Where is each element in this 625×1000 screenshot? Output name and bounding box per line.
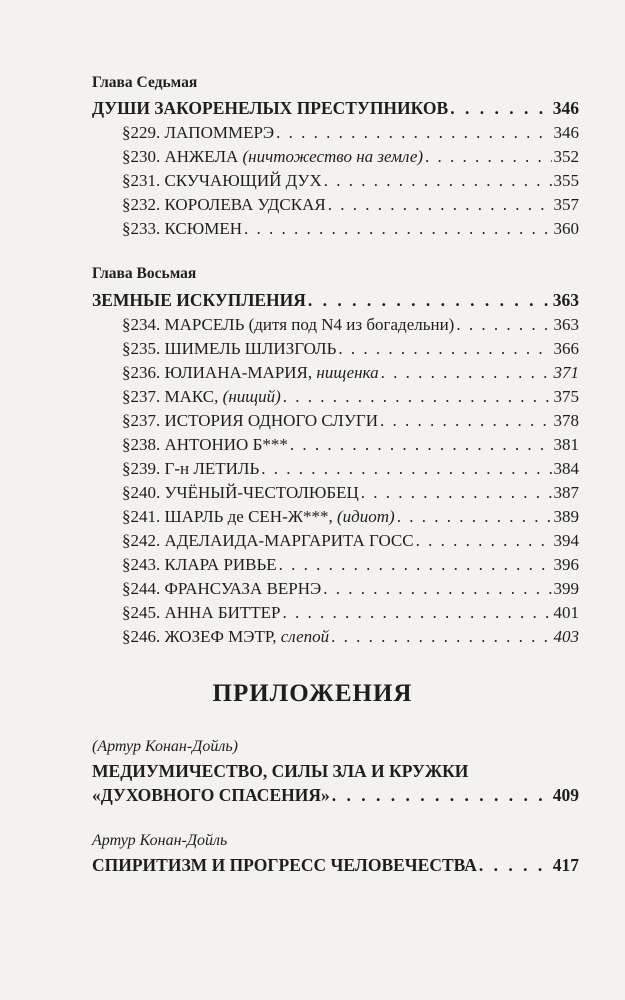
entry-title: §232. КОРОЛЕВА УДСКАЯ [122, 195, 326, 214]
entry-title: §235. ШИМЕЛЬ ШЛИЗГОЛЬ [122, 339, 337, 358]
toc-entry [122, 435, 579, 455]
toc-entry [122, 555, 579, 575]
appendix-item-title: МЕДИУМИЧЕСТВО, СИЛЫ ЗЛА И КРУЖКИ [92, 761, 469, 781]
entry-title: §231. СКУЧАЮЩИЙ ДУХ [122, 171, 322, 190]
chapter-7-label: Глава Седьмая [92, 74, 198, 91]
entry-page: 357 [553, 195, 579, 214]
dot-leader [283, 387, 552, 407]
appendix-item-heading [92, 855, 579, 876]
dot-leader [276, 123, 551, 143]
entry-page: 389 [553, 507, 579, 526]
entry-title: §238. АНТОНИО Б*** [122, 435, 288, 454]
toc-entry [122, 315, 579, 335]
entry-title: §240. УЧЁНЫЙ-ЧЕСТОЛЮБЕЦ [122, 483, 359, 502]
dot-leader [323, 579, 551, 599]
entry-note: (ничтожество на земле) [242, 147, 424, 166]
chapter-8-title: ЗЕМНЫЕ ИСКУПЛЕНИЯ [92, 290, 306, 310]
chapter-8-page: 363 [552, 290, 579, 310]
entry-title: §229. ЛАПОММЕРЭ [122, 123, 275, 142]
dot-leader [338, 339, 551, 359]
toc-entry [122, 363, 579, 383]
entry-page: 384 [553, 459, 579, 478]
dot-leader [244, 219, 551, 239]
entry-title: §241. ШАРЛЬ де СЕН-Ж***, (идиот) [122, 507, 395, 526]
toc-entry [122, 339, 579, 359]
dot-leader [332, 785, 551, 806]
dot-leader [279, 555, 552, 575]
appendix-title: ПРИЛОЖЕНИЯ [212, 680, 413, 707]
entry-page: 394 [553, 531, 579, 550]
toc-entry [122, 483, 579, 503]
entry-title: §230. АНЖЕЛА (ничтожество на земле) [122, 147, 424, 166]
dot-leader [416, 531, 552, 551]
toc-entry [122, 123, 579, 143]
toc-entry [122, 579, 579, 599]
chapter-8-heading [92, 290, 579, 311]
entry-title: §237. МАКС, (нищий) [122, 387, 281, 406]
entry-page: 352 [553, 147, 579, 166]
entry-page: 363 [553, 315, 579, 334]
entry-page: 355 [553, 171, 579, 190]
chapter-7-title: ДУШИ ЗАКОРЕНЕЛЫХ ПРЕСТУПНИКОВ [92, 98, 449, 118]
chapter-8-label: Глава Восьмая [92, 265, 197, 282]
entry-note: слепой [280, 627, 330, 646]
dot-leader [425, 147, 551, 167]
toc-entry [122, 387, 579, 407]
appendix-item-page: 417 [552, 855, 579, 875]
toc-entry [122, 627, 579, 647]
entry-title: §239. Г-н ЛЕТИЛЬ [122, 459, 260, 478]
toc-entry [122, 171, 579, 191]
toc-entry [122, 195, 579, 215]
toc-entry [122, 147, 579, 167]
entry-page: 396 [553, 555, 579, 574]
dot-leader [324, 171, 552, 191]
entry-page: 399 [553, 579, 579, 598]
appendix-item-page: 409 [552, 785, 579, 805]
entry-title: §237. ИСТОРИЯ ОДНОГО СЛУГИ [122, 411, 378, 430]
dot-leader [361, 483, 552, 503]
dot-leader [380, 411, 552, 431]
appendix-author: (Артур Конан-Дойль) [92, 738, 238, 755]
entry-page: 381 [553, 435, 579, 454]
dot-leader [381, 363, 552, 383]
dot-leader [261, 459, 551, 479]
entry-note: (идиот) [336, 507, 395, 526]
dot-leader [331, 627, 551, 647]
entry-title: §243. КЛАРА РИВЬЕ [122, 555, 277, 574]
dot-leader [456, 315, 551, 335]
entry-page: 366 [553, 339, 579, 358]
toc-entry [122, 507, 579, 527]
dot-leader [328, 195, 552, 215]
entry-page: 371 [553, 363, 579, 382]
entry-page: 401 [553, 603, 579, 622]
entry-page: 387 [553, 483, 579, 502]
dot-leader [290, 435, 552, 455]
toc-entry [122, 531, 579, 551]
entry-page: 346 [553, 123, 579, 142]
chapter-7-heading [92, 98, 579, 119]
dot-leader [308, 290, 551, 311]
appendix-item-title-cont: «ДУХОВНОГО СПАСЕНИЯ» [92, 785, 330, 805]
entry-page: 378 [553, 411, 579, 430]
entry-page: 360 [553, 219, 579, 238]
appendix-author: Артур Конан-Дойль [92, 832, 228, 849]
entry-page: 375 [553, 387, 579, 406]
entry-note: нищенка [316, 363, 379, 382]
entry-title: §244. ФРАНСУАЗА ВЕРНЭ [122, 579, 322, 598]
entry-title: §234. МАРСЕЛЬ (дитя под N4 из богадельни) [122, 315, 455, 334]
dot-leader [283, 603, 552, 623]
appendix-item-title: СПИРИТИЗМ И ПРОГРЕСС ЧЕЛОВЕЧЕСТВА [92, 855, 477, 875]
entry-note: (нищий) [222, 387, 281, 406]
dot-leader [450, 98, 551, 119]
appendix-item-heading [92, 785, 579, 806]
entry-title: §233. КСЮМЕН [122, 219, 243, 238]
entry-page: 403 [553, 627, 579, 646]
toc-entry [122, 603, 579, 623]
dot-leader [397, 507, 552, 527]
entry-title: §246. ЖОЗЕФ МЭТР, слепой [122, 627, 330, 646]
toc-entry [122, 459, 579, 479]
entry-title: §236. ЮЛИАНА-МАРИЯ, нищенка [122, 363, 379, 382]
entry-title: §242. АДЕЛАИДА-МАРГАРИТА ГОСС [122, 531, 414, 550]
dot-leader [479, 855, 551, 876]
entry-title: §245. АННА БИТТЕР [122, 603, 281, 622]
chapter-7-page: 346 [552, 98, 579, 118]
toc-entry [122, 219, 579, 239]
toc-entry [122, 411, 579, 431]
